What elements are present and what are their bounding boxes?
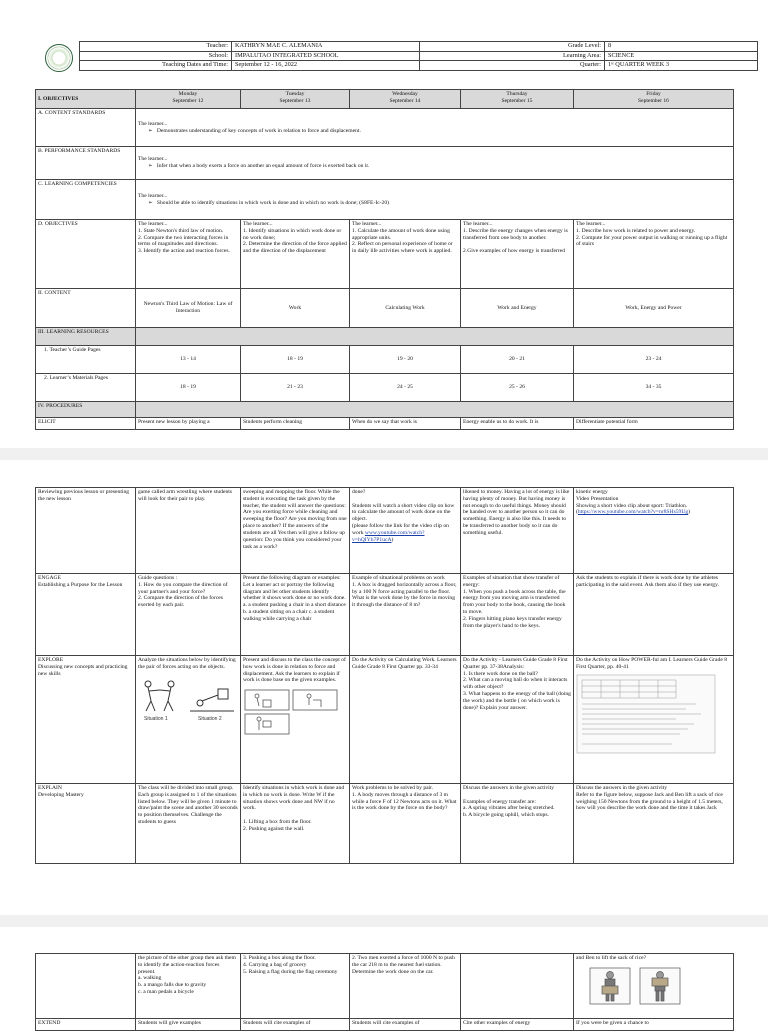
video-link-work[interactable]: www.youtube.com/watch?v=hQIYh7P1ucA [352,529,425,543]
area-value: SCIENCE [605,51,758,61]
learning-competencies-label: C. LEARNING COMPETENCIES [36,180,136,220]
deped-seal-logo [45,44,73,72]
content-tuesday: Work [241,289,350,328]
objectives-monday: The learner... 1. State Newton's third law of motion. 2. Compare the two interacting forces in terms of magnitudes and directions. 3. Identify the action and reaction forces. [136,220,241,289]
plan-table-page-2 [35,487,734,864]
content-standards-cell: The learner... ➢ Demonstrates understanding of key concepts of work in relation to force and displacement. [136,109,734,147]
extend-monday: Students will give examples [136,1019,241,1031]
day-monday: Monday September 12 [136,90,241,109]
teachers-guide-label: 1. Teacher’s Guide Pages [36,346,136,374]
day-tuesday: Tuesday September 13 [241,90,350,109]
explain-cont-friday: and Ben to lift the sack of rice? [574,954,734,1019]
day-wednesday: Wednesday September 14 [350,90,461,109]
procedures-row [136,402,734,418]
sack-lifting-figure [588,966,688,1006]
tg-tuesday: 18 - 19 [241,346,350,374]
situation-1-caption: Situation 1 [144,715,168,722]
elicit-monday: Present new lesson by playing a [136,418,241,430]
plan-table-page-3 [35,953,734,1031]
performance-standards-cell: The learner... ➢ Infer that when a body exerts a force on another an equal amount of force is exerted back on it. [136,147,734,180]
teacher-label: Teacher: [80,42,232,52]
content-friday: Work, Energy and Power [574,289,734,328]
explain-monday: The class will be divided into small group. Each group is assigned to 1 of the situations listed below. They will be given 1 minute to draw/paint the scene and another 30 seconds to position themselves. Challenge the students to guess [136,784,241,864]
engage-wednesday: Example of situational problems on work 1. A box is dragged horizontally across a floor, by a 100 N force acting parallel to the floor. What is the work done by the force in moving it through the distance of 8 m? [350,574,461,656]
lm-friday: 34 - 35 [574,374,734,402]
objectives-heading: I. OBJECTIVES [36,90,136,109]
day-thursday: Thursday September 15 [461,90,574,109]
engage-friday: Ask the students to explain if there is work done by the athletes participating in the said event. Ask them also if they use energy. [574,574,734,656]
lm-tuesday: 21 - 23 [241,374,350,402]
situation-2-caption: Situation 2 [198,715,222,722]
explain-cont-wednesday: 2. Two men exerted a force of 1000 N to push the car 218 m to the nearest fuel station. Determine the work done on the car. [350,954,461,1019]
video-link-triathlon[interactable]: https://www.youtube.com/watch?v=nr8SHs59Ug [577,509,689,516]
explore-thursday: Do the Activity - Learners Guide Grade 8 First Quarter pp. 37-38Analysis: 1. Is there work done on the ball? 2. What can a moving ball do when it interacts with other object? 3. What happens to the energy of the ball (doing the work) and the bottle ( on which work is done)? Explain your answer. [461,656,574,784]
explore-label: EXPLORE Discussing new concepts and practicing new skills [36,656,136,784]
dates-label: Teaching Dates and Time: [80,61,232,71]
explore-tuesday: Present and discuss to the class the concept of how work is done in relation to force and displacement. Ask the learners to explain if work is done base on the given examples. [241,656,350,784]
extend-friday: If you were be given a chance to [574,1019,734,1031]
power-activity-worksheet [576,674,716,754]
engage-thursday: Examples of situation that show transfer of energy: 1. When you push a book across the table, the energy from you moving arm is transferred from your body to the book, causing the book to move. 2. Fingers hitting piano keys transfer energy from the player's hand to the keys. [461,574,574,656]
content-standards-label: A. CONTENT STANDARDS [36,109,136,147]
learners-materials-label: 2. Learner’s Materials Pages [36,374,136,402]
tg-wednesday: 19 - 20 [350,346,461,374]
review-thursday: likened to money. Having a lot of energy is like having plenty of money. But having money is not enough to do useful things. Money should be handed over to another person so it can do something. Energy is also like this. It needs to be transferred to another body so it can do something useful. [461,488,574,574]
review-label: Reviewing previous lesson or presenting the new lesson [36,488,136,574]
engage-label: ENGAGE Establishing a Purpose for the Lesson [36,574,136,656]
learning-resources-row [136,328,734,346]
quarter-label: Quarter: [420,61,605,71]
explore-friday: Do the Activity on How POWER-ful am I. Learners Guide Grade 8 First Quarter, pp. 40-41 [574,656,734,784]
tg-monday: 13 - 14 [136,346,241,374]
performance-standards-label: B. PERFORMANCE STANDARDS [36,147,136,180]
objectives-friday: The learner... 1. Describe how work is related to power and energy. 2. Compute for your power output in walking or running up a flight of stairs [574,220,734,289]
extend-wednesday: Students will cite examples of [350,1019,461,1031]
review-tuesday: sweeping and mopping the floor. While the student is executing the task given by the teacher, the student will answer the questions: Are you exerting force while cleaning and sweeping the floor? Are you moving from one place to another? If the answers of the students are all Yes then will give a follow up question: Do you think you considered your task as a work? [241,488,350,574]
day-friday: Friday September 16 [574,90,734,109]
review-friday: kinetic energy Video Presentation Showing a short video clip about sport: Triathlon. (https://www.youtube.com/watch?v=nr8SHs59Ug) [574,488,734,574]
extend-label: EXTEND [36,1019,136,1031]
procedures-label: IV. PROCEDURES [36,402,136,418]
engage-tuesday: Present the following diagram or examples: Let a learner act or portray the following diagram and let other students identify whether it shows work done or no work done. a. a student pushing a chair in a short distance b. a student sitting on a chair c. a student walking while carrying a chair [241,574,350,656]
explore-wednesday: Do the Activity on Calculating Work. Learners Guide Grade 8 First Quarter pp. 33-34 [350,656,461,784]
lm-monday: 18 - 19 [136,374,241,402]
learning-resources-label: III. LEARNING RESOURCES [36,328,136,346]
situations-figure [138,675,236,723]
content-wednesday: Calculating Work [350,289,461,328]
elicit-tuesday: Students perform cleaning [241,418,350,430]
explain-wednesday: Work problems to be solved by pair. 1. A body moves through a distance of 3 m while a force F of 12 Newtons acts on it. What is the work done by the force on the body? [350,784,461,864]
quarter-value: 1ˢᵗ QUARTER WEEK 3 [605,61,758,71]
explain-cont-monday: the picture of the other group then ask them to identify the action-reaction forces present. a. walking b. a mango falls due to gravity c. a man pedals a bicycle [136,954,241,1019]
objectives-wednesday: The learner... 1. Calculate the amount of work done using appropriate units. 2. Reflect on personal experience of home or in daily life activities where work is applied. [350,220,461,289]
content-thursday: Work and Energy [461,289,574,328]
explain-label: EXPLAIN Developing Mastery [36,784,136,864]
d-objectives-label: D. OBJECTIVES [36,220,136,289]
dates-value: September 12 - 16, 2022 [232,61,420,71]
explain-cont-tuesday: 3. Pushing a box along the floor. 4. Carrying a bag of grocery 5. Raising a flag during the flag ceremony [241,954,350,1019]
extend-tuesday: Students will cite examples of [241,1019,350,1031]
tg-thursday: 20 - 21 [461,346,574,374]
content-monday: Newton's Third Law of Motion: Law of Interaction [136,289,241,328]
review-monday: game called arm wrestling where students will look for their pair to play. [136,488,241,574]
page3-label-cell [36,954,136,1019]
tg-friday: 23 - 24 [574,346,734,374]
explain-cont-thursday [461,954,574,1019]
grade-value: 8 [605,42,758,52]
objectives-tuesday: The learner... 1. Identify situations in which work done or no work done; 2. Determine the direction of the force applied and the direction of the displacement [241,220,350,289]
elicit-wednesday: When do we say that work is [350,418,461,430]
teacher-value: KATHRYN MAE C. ALEMANIA [232,42,420,52]
explain-thursday: Discuss the answers in the given activity Examples of energy transfer are: a. A spring vibrates after being stretched. b. A bicycle going uphill, which stops. [461,784,574,864]
explain-tuesday: Identify situations in which work is done and in which no work is done. Write W if the situation shows work done and NW if no work. 1. Lifting a box from the floor. 2. Pushing against the wall. [241,784,350,864]
extend-thursday: Cite other examples of energy [461,1019,574,1031]
lm-thursday: 25 - 26 [461,374,574,402]
page-gap-2 [0,915,768,927]
engage-monday: Guide questions : 1. How do you compare the direction of your partner's and your force? 2. Compare the direction of the forces exerted by each pair. [136,574,241,656]
elicit-label: ELICIT [36,418,136,430]
elicit-friday: Differentiate potential form [574,418,734,430]
plan-table-page-1 [35,89,734,430]
objectives-thursday: The learner... 1. Describe the energy changes when energy is transferred from one body to another. 2.Give examples of how energy is transferred [461,220,574,289]
area-label: Learning Area: [420,51,605,61]
learning-competencies-cell: The learner... ➢ Should be able to identify situations in which work is done and in which no work is done; (S8FE-Ic-20) [136,180,734,220]
work-examples-figure [243,688,341,736]
page-gap-1 [0,448,768,460]
explain-friday: Discuss the answers in the given activity Refer to the figure below, suppose Jack and Ben lift a sack of rice weighing 150 Newtons from the ground to a height of 1.5 meters, how will you describe the work done and the time it takes Jack [574,784,734,864]
review-wednesday: done? Students will watch a short video clip on how to calculate the amount of work done on the object. (please follow the link for the video clip on work www.youtube.com/watch?v=hQIYh7P1ucA) [350,488,461,574]
school-value: IMPALUTAO INTEGRATED SCHOOL [232,51,420,61]
content-label: II. CONTENT [36,289,136,328]
school-label: School: [80,51,232,61]
explore-monday: Analyze the situations below by identifying the pair of forces acting on the objects. Situation 1 Situation 2 [136,656,241,784]
grade-label: Grade Level: [420,42,605,52]
elicit-thursday: Energy enable us to do work. It is [461,418,574,430]
lm-wednesday: 24 - 25 [350,374,461,402]
header-table [79,41,758,71]
